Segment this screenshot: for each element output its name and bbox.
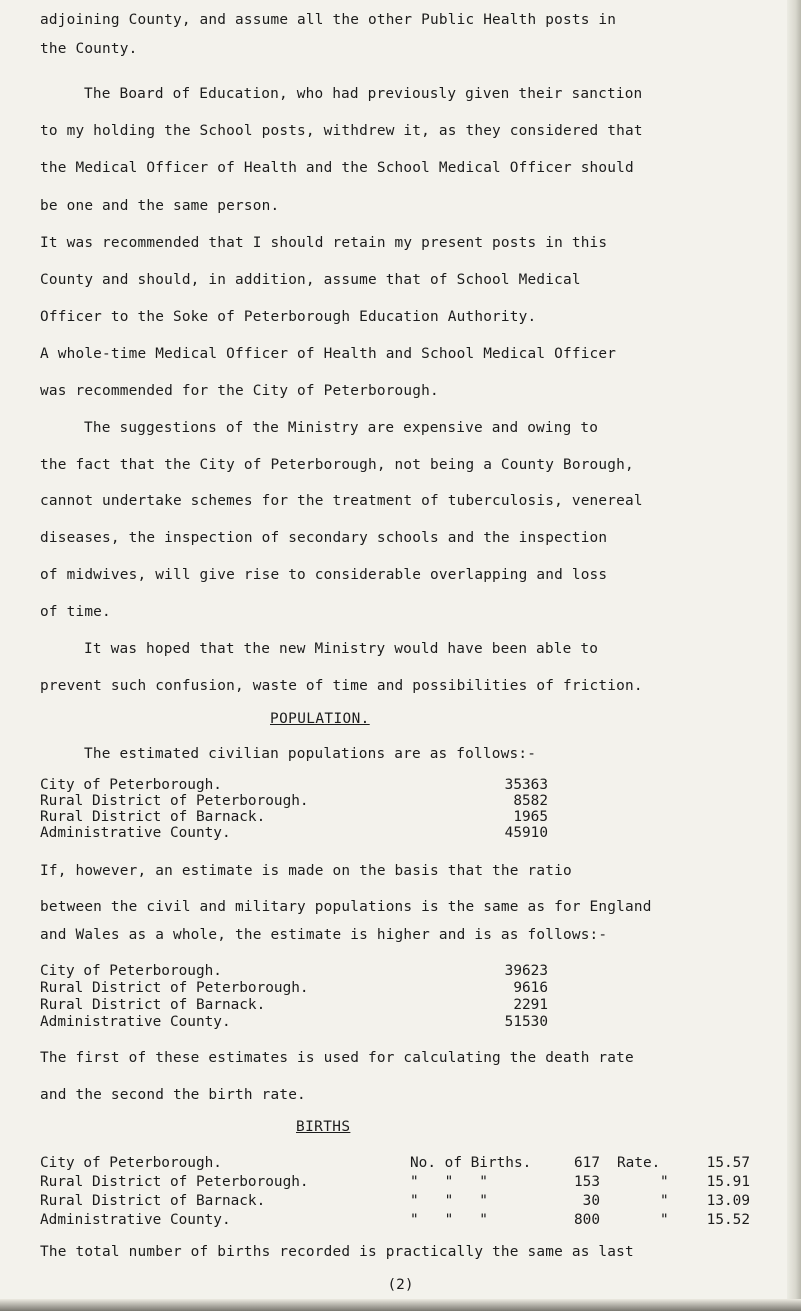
table-row-area: Administrative County. [40, 825, 231, 841]
births-row-label: No. of Births. [410, 1155, 532, 1171]
table-row-area: Rural District of Peterborough. [40, 980, 309, 996]
text-line: diseases, the inspection of secondary schools and the inspection [40, 530, 608, 546]
births-row-label: " " " [410, 1174, 488, 1190]
text-line: The total number of births recorded is practically the same as last [40, 1244, 634, 1260]
table-row-area: Administrative County. [40, 1014, 231, 1030]
table-row-value: 2291 [513, 997, 548, 1013]
text-line: The Board of Education, who had previously given their sanction [84, 86, 643, 102]
section-heading-births: BIRTHS [296, 1119, 351, 1135]
table-row-area: City of Peterborough. [40, 963, 222, 979]
table-row-value: 1965 [513, 809, 548, 825]
text-line: of midwives, will give rise to considerable overlapping and loss [40, 567, 608, 583]
text-line: between the civil and military populations is the same as for England [40, 899, 652, 915]
table-row-value: 9616 [513, 980, 548, 996]
births-row-rate-label: " [660, 1212, 669, 1228]
text-line: It was recommended that I should retain my present posts in this [40, 235, 608, 251]
births-row-area: Administrative County. [40, 1212, 231, 1228]
text-line: Officer to the Soke of Peterborough Education Authority. [40, 309, 537, 325]
births-row-count: 617 [574, 1155, 600, 1171]
table-row-area: Rural District of Peterborough. [40, 793, 309, 809]
text-line: cannot undertake schemes for the treatment of tuberculosis, venereal [40, 493, 643, 509]
births-row-rate: 13.09 [706, 1193, 750, 1209]
text-line: County and should, in addition, assume that of School Medical [40, 272, 581, 288]
text-line: prevent such confusion, waste of time and possibilities of friction. [40, 678, 643, 694]
births-row-rate: 15.57 [706, 1155, 750, 1171]
births-row-count: 30 [582, 1193, 600, 1209]
text-line: A whole-time Medical Officer of Health and School Medical Officer [40, 346, 617, 362]
births-row-label: " " " [410, 1193, 488, 1209]
text-line: the fact that the City of Peterborough, not being a County Borough, [40, 457, 634, 473]
table-row-value: 8582 [513, 793, 548, 809]
births-row-rate-label: " [660, 1193, 669, 1209]
births-row-rate-label: Rate. [617, 1155, 661, 1171]
section-heading-population: POPULATION. [270, 711, 370, 727]
text-line: and the second the birth rate. [40, 1087, 306, 1103]
text-line: The estimated civilian populations are as follows:- [84, 746, 537, 762]
births-row-label: " " " [410, 1212, 488, 1228]
text-line: The first of these estimates is used for calculating the death rate [40, 1050, 634, 1066]
text-line: to my holding the School posts, withdrew it, as they considered that [40, 123, 643, 139]
text-line: the Medical Officer of Health and the School Medical Officer should [40, 160, 634, 176]
text-line: was recommended for the City of Peterborough. [40, 383, 439, 399]
births-row-area: Rural District of Barnack. [40, 1193, 266, 1209]
table-row-area: Rural District of Barnack. [40, 997, 266, 1013]
text-line: adjoining County, and assume all the other Public Health posts in [40, 12, 617, 28]
text-line: of time. [40, 604, 111, 620]
births-row-area: Rural District of Peterborough. [40, 1174, 309, 1190]
table-row-value: 45910 [504, 825, 548, 841]
table-row-area: City of Peterborough. [40, 777, 222, 793]
births-row-rate-label: " [660, 1174, 669, 1190]
text-line: and Wales as a whole, the estimate is higher and is as follows:- [40, 927, 608, 943]
text-line: the County. [40, 41, 138, 57]
page-edge-shadow [787, 0, 801, 1311]
births-row-rate: 15.91 [706, 1174, 750, 1190]
page-number: (2) [387, 1277, 414, 1293]
text-line: If, however, an estimate is made on the basis that the ratio [40, 863, 572, 879]
births-row-area: City of Peterborough. [40, 1155, 222, 1171]
births-row-count: 800 [574, 1212, 600, 1228]
text-line: The suggestions of the Ministry are expensive and owing to [84, 420, 599, 436]
table-row-value: 39623 [504, 963, 548, 979]
table-row-area: Rural District of Barnack. [40, 809, 266, 825]
table-row-value: 51530 [504, 1014, 548, 1030]
births-row-rate: 15.52 [706, 1212, 750, 1228]
page-bottom-edge [0, 1299, 801, 1311]
text-line: be one and the same person. [40, 198, 280, 214]
births-row-count: 153 [574, 1174, 600, 1190]
table-row-value: 35363 [504, 777, 548, 793]
text-line: It was hoped that the new Ministry would have been able to [84, 641, 599, 657]
